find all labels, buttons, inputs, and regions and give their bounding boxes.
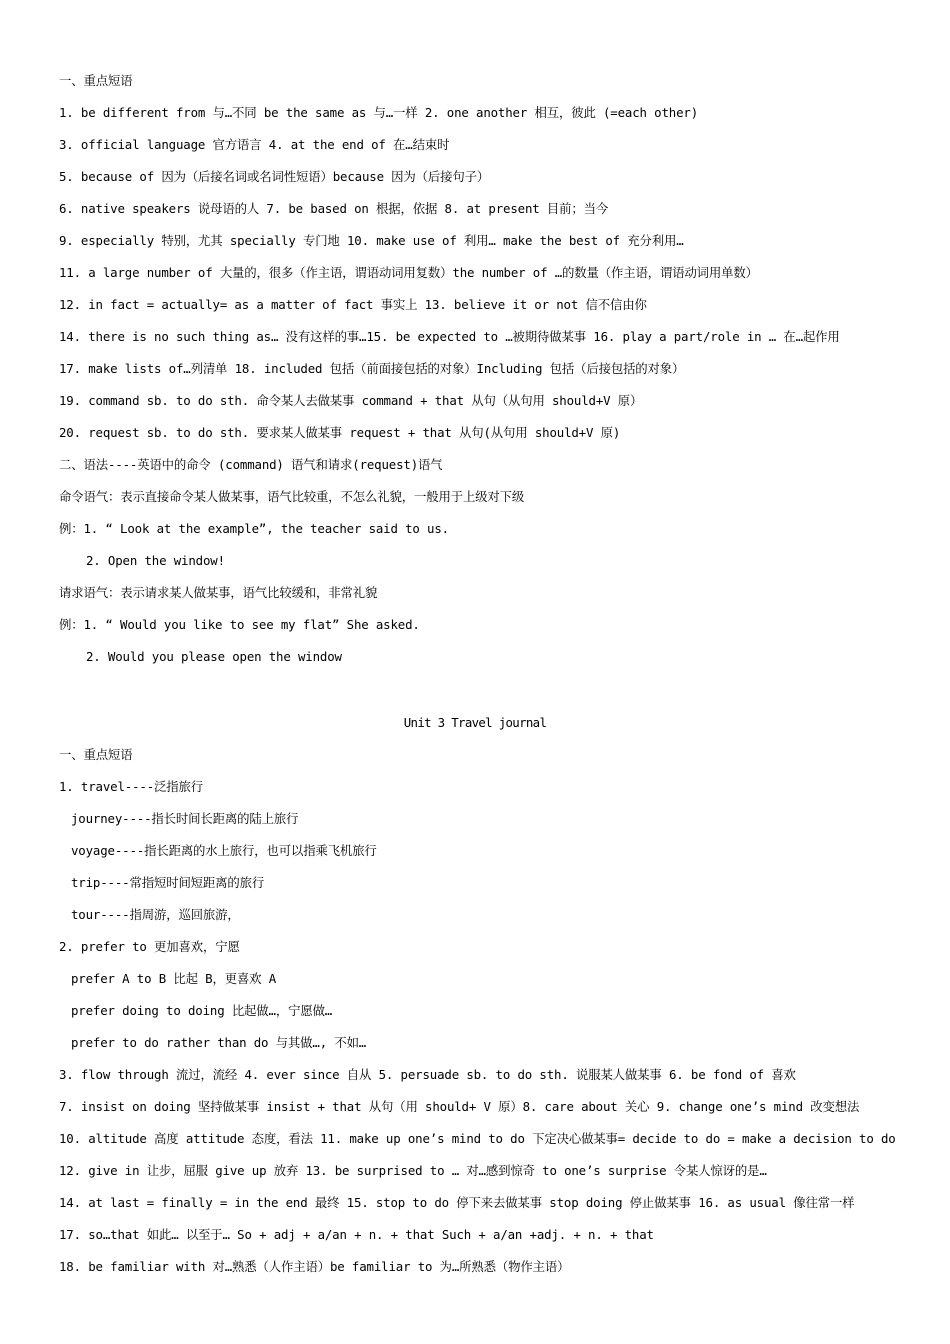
phrase-line: 12. give in 让步，屈服 give up 放弃 13. be surprised to … 对…感到惊奇 to one’s surprise 令某人惊讶的是… [59, 1163, 767, 1178]
phrase-line: 7. insist on doing 坚持做某事 insist + that 从句（用 should+ V 原）8. care about 关心 9. change one’s mind 改变想法 [59, 1099, 860, 1114]
phrase-line: 1. travel----泛指旅行 [59, 779, 203, 794]
phrase-line: 18. be familiar with 对…熟悉（人作主语）be familiar to 为…所熟悉（物作主语） [59, 1259, 570, 1274]
unit-title: Unit 3 Travel journal [403, 715, 547, 730]
phrase-line: 1. be different from 与…不同 be the same as 与…一样 2. one another 相互，彼此 (=each other) [59, 105, 699, 120]
phrase-line: 14. at last = finally = in the end 最终 15. stop to do 停下来去做某事 stop doing 停止做某事 16. as usual 像往常一样 [59, 1195, 855, 1210]
phrase-subline: journey----指长时间长距离的陆上旅行 [71, 811, 299, 826]
request-example-1: 例：1. “ Would you like to see my flat” She asked. [59, 617, 420, 632]
phrase-line: 3. official language 官方语言 4. at the end of 在…结束时 [59, 137, 450, 152]
phrase-subline: voyage----指长距离的水上旅行，也可以指乘飞机旅行 [71, 843, 377, 858]
command-example-1: 例：1. “ Look at the example”, the teacher said to us. [59, 521, 449, 536]
request-description: 请求语气：表示请求某人做某事，语气比较缓和，非常礼貌 [59, 585, 378, 600]
unit-section-heading: 一、重点短语 [59, 747, 133, 762]
phrase-line: 9. especially 特别，尤其 specially 专门地 10. make use of 利用… make the best of 充分利用… [59, 233, 684, 248]
phrase-line: 17. so…that 如此… 以至于… So + adj + a/an + n. + that Such + a/an +adj. + n. + that [59, 1227, 654, 1242]
phrase-line: 12. in fact = actually= as a matter of fact 事实上 13. believe it or not 信不信由你 [59, 297, 647, 312]
phrase-subline: prefer to do rather than do 与其做…, 不如… [71, 1035, 367, 1050]
phrase-line: 11. a large number of 大量的，很多（作主语，谓语动词用复数）the number of …的数量（作主语，谓语动词用单数） [59, 265, 758, 280]
phrase-subline: prefer A to B 比起 B，更喜欢 A [71, 971, 277, 986]
phrase-line: 19. command sb. to do sth. 命令某人去做某事 command + that 从句（从句用 should+V 原） [59, 393, 643, 408]
phrase-subline: prefer doing to doing 比起做…，宁愿做… [71, 1003, 333, 1018]
phrase-subline: trip----常指短时间短距离的旅行 [71, 875, 265, 890]
request-example-2: 2. Would you please open the window [86, 649, 342, 664]
grammar-heading: 二、语法----英语中的命令 (command) 语气和请求(request)语气 [59, 457, 443, 472]
phrase-subline: tour----指周游，巡回旅游， [71, 907, 240, 922]
phrase-line: 14. there is no such thing as… 没有这样的事…15. be expected to …被期待做某事 16. play a part/role in … 在…起作用 [59, 329, 840, 344]
phrase-line: 10. altitude 高度 attitude 态度，看法 11. make up one’s mind to do 下定决心做某事= decide to do = make a decision to do [59, 1131, 896, 1146]
command-example-2: 2. Open the window! [86, 553, 225, 568]
phrase-line: 6. native speakers 说母语的人 7. be based on 根据，依据 8. at present 目前；当今 [59, 201, 609, 216]
command-description: 命令语气：表示直接命令某人做某事，语气比较重，不怎么礼貌，一般用于上级对下级 [59, 489, 525, 504]
phrase-line: 2. prefer to 更加喜欢，宁愿 [59, 939, 240, 954]
phrase-line: 3. flow through 流过，流经 4. ever since 自从 5. persuade sb. to do sth. 说服某人做某事 6. be fond of 喜欢 [59, 1067, 796, 1082]
section1-heading: 一、重点短语 [59, 73, 133, 88]
phrase-line: 20. request sb. to do sth. 要求某人做某事 request + that 从句(从句用 should+V 原) [59, 425, 621, 440]
phrase-line: 17. make lists of…列清单 18. included 包括（前面接包括的对象）Including 包括（后接包括的对象） [59, 361, 685, 376]
phrase-line: 5. because of 因为（后接名词或名词性短语）because 因为（后接句子） [59, 169, 490, 184]
